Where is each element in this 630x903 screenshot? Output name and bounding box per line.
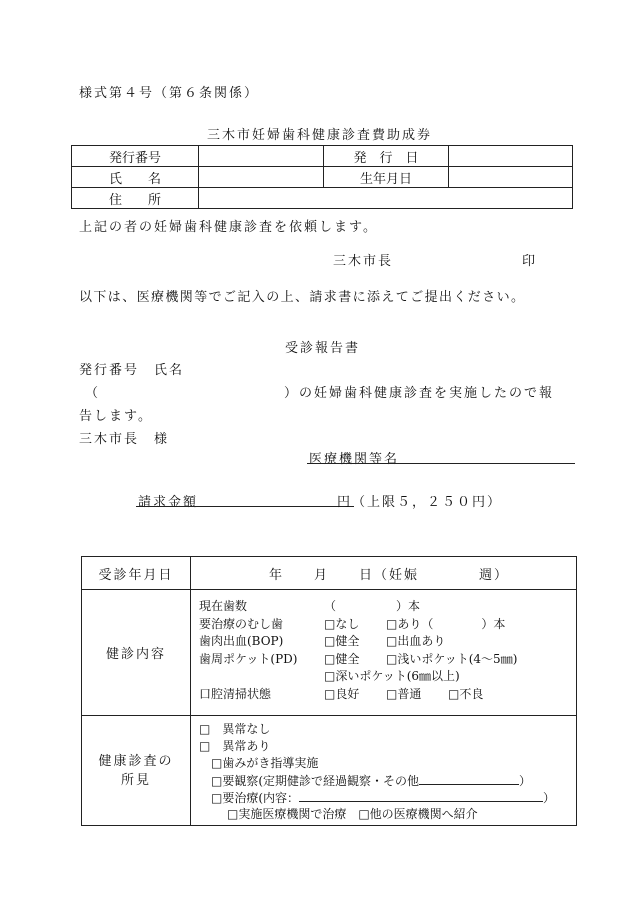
exam-item-option[interactable]: □浅いポケット(4〜5㎜) bbox=[386, 651, 518, 666]
exam-content-row bbox=[199, 651, 576, 669]
request-text: 上記の者の妊婦歯科健康診査を依頼します。 bbox=[79, 220, 378, 235]
finding-observation[interactable]: □要観察(定期健診で経過観察・その他 bbox=[211, 774, 420, 788]
findings-cell bbox=[191, 716, 577, 826]
claim-amount-underline[interactable] bbox=[136, 506, 354, 507]
exam-item-option[interactable]: □深いポケット(6㎜以上) bbox=[324, 669, 460, 683]
finding-abnormal[interactable]: □ 異常あり bbox=[199, 739, 271, 753]
exam-date-label: 受診年月日 bbox=[82, 557, 191, 590]
exam-item-option[interactable]: □なし bbox=[324, 616, 360, 631]
exam-content-row bbox=[199, 633, 576, 651]
exam-item-option[interactable]: □良好 bbox=[324, 686, 360, 701]
observation-underline[interactable] bbox=[419, 772, 519, 785]
exam-date-value[interactable]: 年 月 日（妊娠 週） bbox=[191, 557, 577, 590]
findings-label-1: 健康診査の bbox=[98, 753, 174, 769]
name-field[interactable] bbox=[199, 167, 324, 188]
institution-underline[interactable] bbox=[307, 463, 575, 464]
exam-content-cell bbox=[191, 590, 577, 716]
name-label: 氏 名 bbox=[72, 167, 199, 188]
exam-item-label: 歯肉出血(BOP) bbox=[199, 634, 284, 648]
exam-item-option[interactable]: （ ）本 bbox=[324, 599, 421, 613]
exam-content-label: 健診内容 bbox=[82, 590, 191, 716]
form-number: 様式第４号（第６条関係） bbox=[79, 86, 260, 101]
exam-item-label: 現在歯数 bbox=[199, 599, 248, 613]
address-label: 住 所 bbox=[72, 188, 199, 209]
treatment-options-row bbox=[199, 806, 576, 823]
report-title: 受診報告書 bbox=[285, 341, 361, 356]
exam-content-row bbox=[199, 616, 576, 634]
finding-observation-row bbox=[199, 772, 576, 789]
exam-item-label: 歯周ポケット(PD) bbox=[199, 651, 298, 666]
findings-label bbox=[82, 716, 191, 826]
exam-item-option[interactable]: □健全 bbox=[324, 651, 360, 666]
treatment-underline[interactable] bbox=[299, 789, 543, 802]
issue-date-label: 発 行 日 bbox=[324, 146, 449, 167]
finding-brushing[interactable]: □歯みがき指導実施 bbox=[211, 756, 319, 770]
exam-item-option[interactable]: □不良 bbox=[448, 686, 484, 701]
exam-content-row bbox=[199, 668, 576, 686]
report-body-line1: ）の妊婦歯科健康診査を実施したので報 bbox=[284, 386, 555, 401]
claim-suffix: 円（上限５，２５０円） bbox=[337, 495, 503, 510]
exam-item-label: 口腔清掃状態 bbox=[199, 686, 272, 701]
issue-number-field[interactable] bbox=[199, 146, 324, 167]
exam-content-lines bbox=[199, 598, 576, 703]
finding-normal[interactable]: □ 異常なし bbox=[199, 722, 271, 736]
finding-treatment-row bbox=[199, 789, 576, 806]
finding-treatment[interactable]: □要治療(内容： bbox=[211, 791, 300, 805]
exam-table bbox=[81, 556, 577, 826]
exam-item-label bbox=[199, 668, 324, 686]
treatment-close: ） bbox=[543, 791, 556, 805]
seal-mark: 印 bbox=[522, 254, 536, 269]
birthdate-field[interactable] bbox=[449, 167, 573, 188]
exam-content-row bbox=[199, 598, 576, 616]
exam-item-option[interactable]: □あり（ ）本 bbox=[386, 616, 506, 631]
exam-item-label: 要治療のむし歯 bbox=[199, 616, 284, 631]
exam-item-option[interactable]: □普通 bbox=[386, 686, 422, 701]
observation-close: ） bbox=[519, 774, 532, 788]
issue-date-field[interactable] bbox=[449, 146, 573, 167]
exam-item-option[interactable]: □出血あり bbox=[386, 634, 446, 648]
voucher-title: 三木市妊婦歯科健康診査費助成券 bbox=[207, 128, 433, 143]
claim-label: 請求金額 bbox=[138, 495, 199, 510]
issue-number-label: 発行番号 bbox=[72, 146, 199, 167]
refer-option[interactable]: □他の医療機関へ紹介 bbox=[358, 807, 478, 821]
findings-label-2: 所見 bbox=[120, 772, 151, 788]
addressee: 三木市長 様 bbox=[79, 432, 170, 447]
treat-here-option[interactable]: □実施医療機関で治療 bbox=[227, 807, 347, 821]
issue-name-label: 発行番号 氏名 bbox=[79, 363, 185, 378]
birthdate-label: 生年月日 bbox=[324, 167, 449, 188]
voucher-table bbox=[71, 145, 573, 209]
address-field[interactable] bbox=[199, 188, 573, 209]
report-body-line2: 告します。 bbox=[79, 409, 153, 424]
open-paren: （ bbox=[85, 386, 99, 401]
instruction-text: 以下は、医療機関等でご記入の上、請求書に添えてご提出ください。 bbox=[79, 290, 526, 305]
institution-label: 医療機関等名 bbox=[309, 452, 400, 467]
exam-item-option[interactable]: □健全 bbox=[324, 634, 360, 648]
exam-content-row bbox=[199, 686, 576, 704]
mayor-name: 三木市長 bbox=[333, 254, 394, 269]
